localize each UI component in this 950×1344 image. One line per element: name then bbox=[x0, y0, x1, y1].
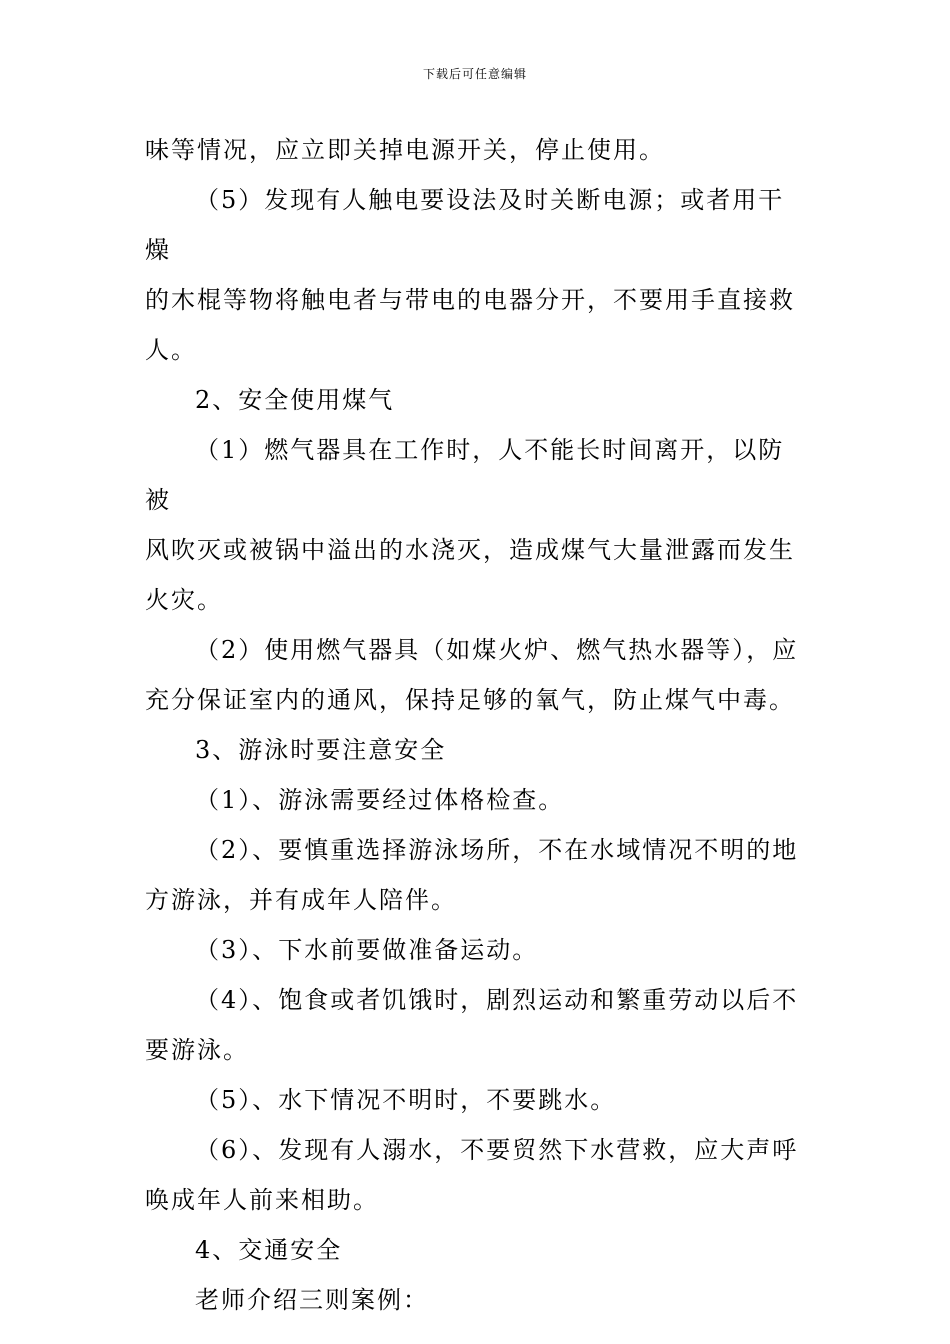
text-line-19: （6）、发现有人溺水，不要贸然下水营救，应大声呼 bbox=[195, 1136, 799, 1164]
text-line-3: 的木棍等物将触电者与带电的电器分开，不要用手直接救 bbox=[145, 286, 795, 314]
text-line-15: （3）、下水前要做准备运动。 bbox=[195, 936, 539, 964]
text-line-5: 2、安全使用煤气 bbox=[195, 386, 395, 414]
text-line-4: 人。 bbox=[145, 336, 197, 364]
text-line-14: 方游泳，并有成年人陪伴。 bbox=[145, 886, 457, 914]
text-line-13: （2）、要慎重选择游泳场所，不在水域情况不明的地 bbox=[195, 836, 799, 864]
page-header: 下载后可任意编辑 bbox=[422, 67, 527, 81]
text-line-9: （2）使用燃气器具（如煤火炉、燃气热水器等），应 bbox=[195, 636, 799, 664]
text-line-22: 老师介绍三则案例： bbox=[195, 1286, 429, 1314]
text-line-16: （4）、饱食或者饥饿时，剧烈运动和繁重劳动以后不 bbox=[195, 986, 799, 1014]
text-line-12: （1）、游泳需要经过体格检查。 bbox=[195, 786, 565, 814]
text-line-11: 3、游泳时要注意安全 bbox=[195, 736, 447, 764]
text-line-1: 味等情况，应立即关掉电源开关，停止使用。 bbox=[145, 136, 665, 164]
text-line-10: 充分保证室内的通风，保持足够的氧气，防止煤气中毒。 bbox=[145, 686, 795, 714]
text-line-6: （1）燃气器具在工作时，人不能长时间离开，以防被 bbox=[145, 436, 785, 514]
text-line-7: 风吹灭或被锅中溢出的水浇灭，造成煤气大量泄露而发生 bbox=[145, 536, 795, 564]
text-line-18: （5）、水下情况不明时，不要跳水。 bbox=[195, 1086, 617, 1114]
text-line-17: 要游泳。 bbox=[145, 1036, 249, 1064]
text-line-8: 火灾。 bbox=[145, 586, 223, 614]
text-line-2: （5）发现有人触电要设法及时关断电源；或者用干燥 bbox=[145, 186, 785, 264]
text-line-21: 4、交通安全 bbox=[195, 1236, 343, 1264]
text-line-20: 唤成年人前来相助。 bbox=[145, 1186, 379, 1214]
document-body bbox=[145, 125, 810, 1325]
